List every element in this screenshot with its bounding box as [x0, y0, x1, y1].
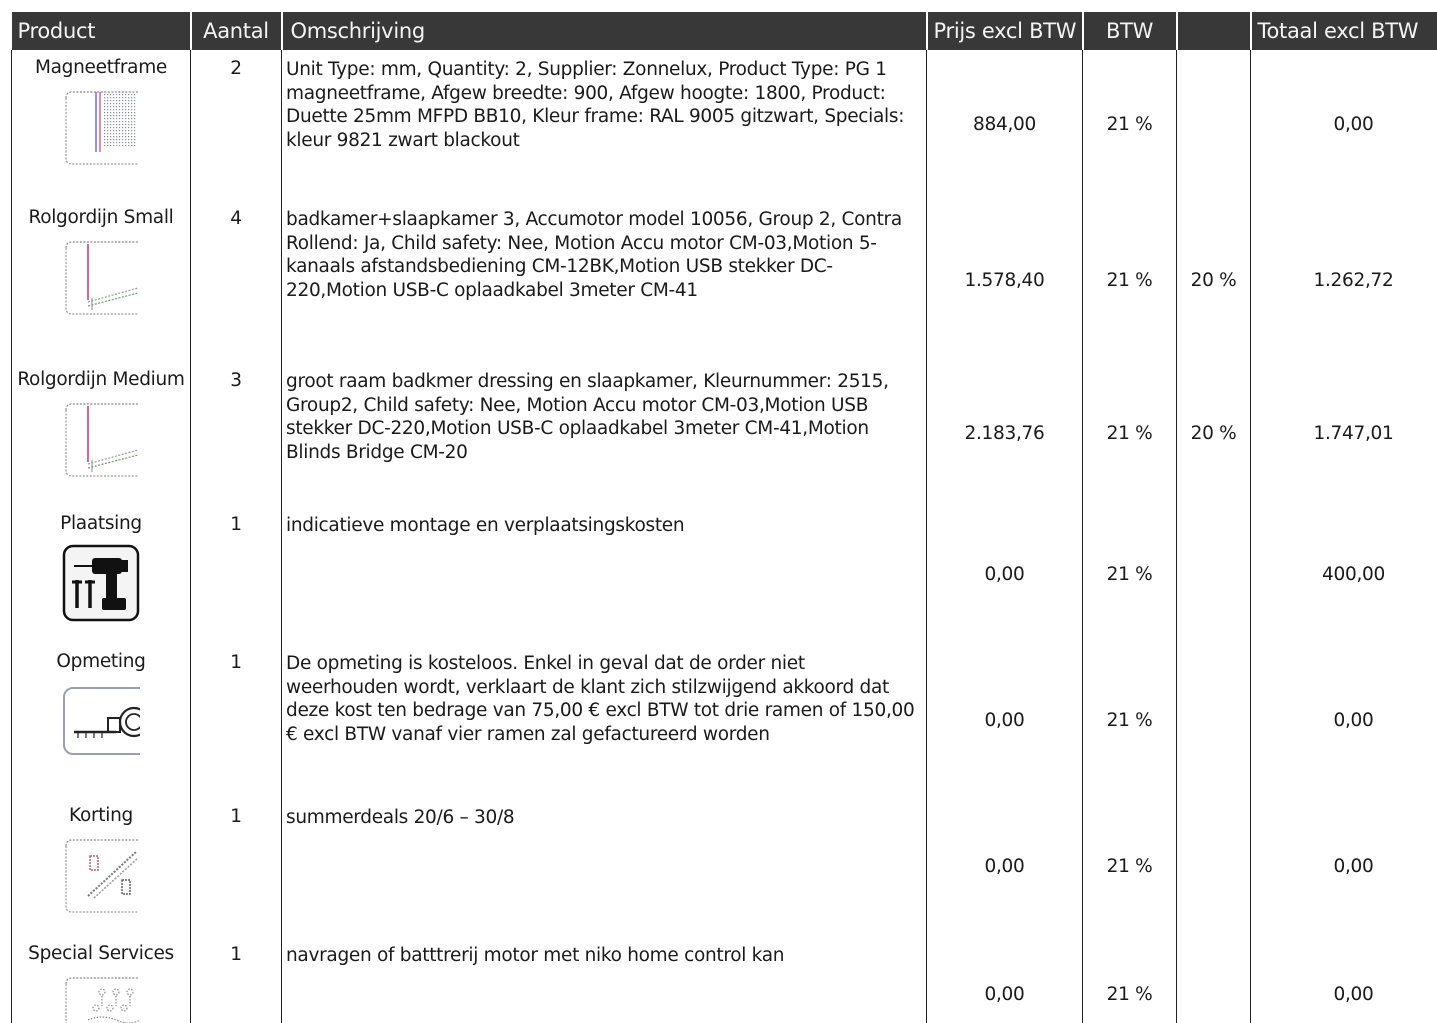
- discount-cell: 20 %: [1177, 200, 1251, 362]
- price-cell: 2.183,76: [927, 362, 1083, 506]
- product-name: Rolgordijn Small: [28, 207, 174, 228]
- total-cell: 0,00: [1251, 798, 1437, 936]
- total-cell: 0,00: [1251, 50, 1437, 200]
- total-cell: 400,00: [1251, 506, 1437, 644]
- discount-cell: [1177, 936, 1251, 1023]
- table-row: [12, 798, 1437, 936]
- table-row: [12, 506, 1437, 644]
- product-name: Plaatsing: [60, 513, 142, 534]
- total-cell: 1.262,72: [1251, 200, 1437, 362]
- vat-cell: 21 %: [1083, 644, 1177, 798]
- header-totaal: Totaal excl BTW: [1251, 12, 1437, 50]
- quantity-cell: 2: [191, 50, 282, 200]
- quote-table: [11, 12, 1437, 1023]
- product-cell: [12, 798, 191, 936]
- product-cell: [12, 506, 191, 644]
- price-cell: 884,00: [927, 50, 1083, 200]
- discount-cell: 20 %: [1177, 362, 1251, 506]
- product-name: Rolgordijn Medium: [17, 369, 185, 390]
- product-name: Special Services: [28, 943, 174, 964]
- roller-blind-icon: [62, 238, 140, 316]
- vat-cell: 21 %: [1083, 936, 1177, 1023]
- header-aantal: Aantal: [191, 12, 282, 50]
- magnetic-frame-icon: [62, 88, 140, 166]
- product-name: Korting: [69, 805, 133, 826]
- price-cell: 0,00: [927, 798, 1083, 936]
- total-cell: 0,00: [1251, 644, 1437, 798]
- roller-blind-icon: [62, 400, 140, 478]
- table-row: [12, 50, 1437, 200]
- table-row: [12, 936, 1437, 1023]
- price-cell: 0,00: [927, 506, 1083, 644]
- header-btw: BTW: [1083, 12, 1177, 50]
- product-cell: [12, 644, 191, 798]
- tape-measure-icon: [62, 682, 140, 760]
- quantity-cell: 1: [191, 798, 282, 936]
- vat-cell: 21 %: [1083, 506, 1177, 644]
- description-cell: De opmeting is kosteloos. Enkel in geval dat de order niet weerhouden wordt, verklaart de klant zich stilzwijgend akkoord dat deze kost ten bedrage van 75,00 € excl BTW tot drie ramen of 150,00 € excl BTW vanaf vier ramen zal gefactureerd worden: [282, 644, 927, 798]
- product-cell: [12, 936, 191, 1023]
- product-name: Magneetframe: [34, 57, 168, 78]
- total-cell: 0,00: [1251, 936, 1437, 1023]
- special-services-icon: [62, 974, 140, 1023]
- discount-cell: [1177, 798, 1251, 936]
- table-row: [12, 200, 1437, 362]
- header-product: Product: [12, 12, 191, 50]
- product-cell: [12, 200, 191, 362]
- product-cell: [12, 362, 191, 506]
- header-korting: [1177, 12, 1251, 50]
- description-cell: indicatieve montage en verplaatsingskosten: [282, 506, 927, 644]
- header-prijs: Prijs excl BTW: [927, 12, 1083, 50]
- quantity-cell: 1: [191, 644, 282, 798]
- table-row: [12, 644, 1437, 798]
- vat-cell: 21 %: [1083, 798, 1177, 936]
- quantity-cell: 1: [191, 506, 282, 644]
- quantity-cell: 1: [191, 936, 282, 1023]
- price-cell: 0,00: [927, 936, 1083, 1023]
- product-cell: [12, 50, 191, 200]
- price-cell: 0,00: [927, 644, 1083, 798]
- description-cell: navragen of batttrerij motor met niko home control kan: [282, 936, 927, 1023]
- percent-icon: [62, 836, 140, 914]
- vat-cell: 21 %: [1083, 50, 1177, 200]
- description-cell: badkamer+slaapkamer 3, Accumotor model 10056, Group 2, Contra Rollend: Ja, Child safety: Nee, Motion Accu motor CM-03,Motion 5-kanaals afstandsbediening CM-12BK,Motion USB stekker DC-220,Motion USB-C oplaadkabel 3meter CM-41: [282, 200, 927, 362]
- discount-cell: [1177, 644, 1251, 798]
- description-cell: Unit Type: mm, Quantity: 2, Supplier: Zonnelux, Product Type: PG 1 magneetframe, Afgew breedte: 900, Afgew hoogte: 1800, Product: Duette 25mm MFPD BB10, Kleur frame: RAL 9005 gitzwart, Specials: kleur 9821 zwart blackout: [282, 50, 927, 200]
- total-cell: 1.747,01: [1251, 362, 1437, 506]
- quantity-cell: 3: [191, 362, 282, 506]
- discount-cell: [1177, 506, 1251, 644]
- table-row: [12, 362, 1437, 506]
- vat-cell: 21 %: [1083, 200, 1177, 362]
- quantity-cell: 4: [191, 200, 282, 362]
- header-omschrijving: Omschrijving: [282, 12, 927, 50]
- price-cell: 1.578,40: [927, 200, 1083, 362]
- vat-cell: 21 %: [1083, 362, 1177, 506]
- description-cell: summerdeals 20/6 – 30/8: [282, 798, 927, 936]
- description-cell: groot raam badkmer dressing en slaapkamer, Kleurnummer: 2515, Group2, Child safety: Nee, Motion Accu motor CM-03,Motion USB stekker DC-220,Motion USB-C oplaadkabel 3meter CM-41,Motion Blinds Bridge CM-20: [282, 362, 927, 506]
- table-header-row: [12, 12, 1437, 50]
- product-name: Opmeting: [56, 651, 146, 672]
- discount-cell: [1177, 50, 1251, 200]
- drill-icon: [62, 544, 140, 622]
